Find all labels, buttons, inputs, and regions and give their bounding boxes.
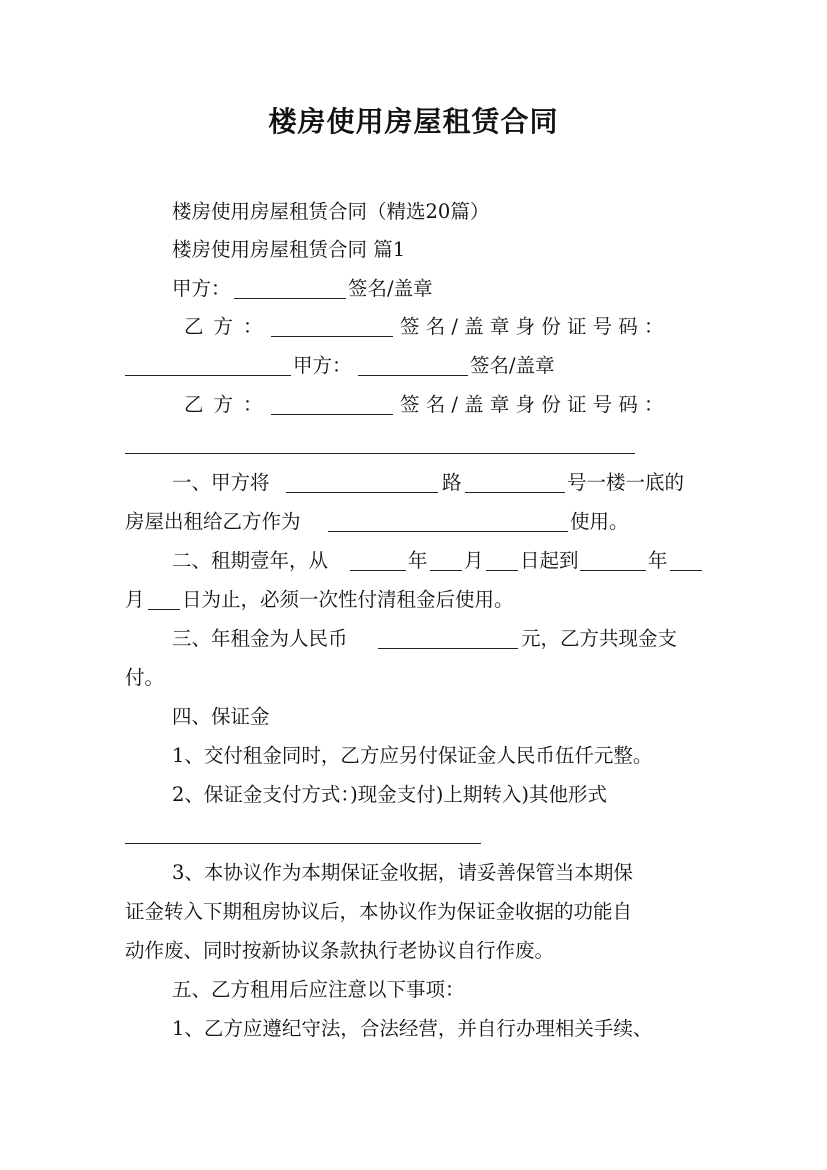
start-day-blank <box>486 570 518 571</box>
clause-4-item-3-b: 证金转入下期租房协议后，本协议作为保证金收据的功能自 <box>125 900 633 923</box>
party-a-blank <box>234 298 346 299</box>
other-form-blank <box>125 843 481 844</box>
party-a-label-repeat: 甲方： <box>293 354 352 377</box>
end-day-blank <box>148 609 180 610</box>
clause-4-heading-line <box>0 697 827 737</box>
clause-4-item-2: 2、保证金支付方式：)现金支付)上期转入)其他形式 <box>172 783 607 806</box>
party-b-blank-repeat <box>271 414 393 415</box>
usage-blank <box>328 531 568 532</box>
sign-seal-label-repeat: 签名/盖章 <box>470 354 555 377</box>
clause-4-item-3-line-1 <box>0 853 827 893</box>
clause-4-heading: 四、保证金 <box>172 705 270 728</box>
subtitle: 楼房使用房屋租赁合同（精选20篇） <box>172 200 490 223</box>
party-b-id-blank <box>125 375 291 376</box>
clause-4-item-3-line-3 <box>0 931 827 971</box>
document-title: 楼房使用房屋租赁合同 <box>268 105 559 138</box>
clause-5-item-1-line <box>0 1009 827 1049</box>
clause-1-line-1 <box>0 463 827 503</box>
party-a-repeat-line <box>0 346 827 386</box>
end-year-label: 年 <box>648 549 668 572</box>
clause-4-item-3-a: 3、本协议作为本期保证金收据，请妥善保管当本期保 <box>172 861 633 884</box>
clause-2-text-a: 二、租期壹年，从 <box>172 549 329 572</box>
party-b-repeat-line <box>0 385 827 425</box>
clause-4-item-2-line <box>0 775 827 815</box>
road-blank <box>286 492 438 493</box>
party-b-label: 乙方： <box>184 315 273 338</box>
clause-1-text-e: 使用。 <box>570 510 629 533</box>
month-label: 月 <box>464 549 484 572</box>
clause-1-text-a: 一、甲方将 <box>172 471 270 494</box>
year-label: 年 <box>408 549 428 572</box>
end-month-label: 月 <box>125 588 145 611</box>
end-month-blank <box>670 570 702 571</box>
sign-seal-label: 签名/盖章 <box>348 277 433 300</box>
party-b-id-blank-repeat <box>125 453 635 454</box>
subtitle-line <box>0 192 827 232</box>
party-b-line <box>0 307 827 347</box>
start-month-blank <box>430 570 462 571</box>
end-year-blank <box>580 570 646 571</box>
clause-5-heading: 五、乙方租用后应注意以下事项： <box>172 978 465 1001</box>
clause-3-line-2 <box>0 658 827 698</box>
clause-4-item-1-line <box>0 736 827 776</box>
rent-amount-blank <box>378 648 518 649</box>
clause-5-heading-line <box>0 970 827 1010</box>
party-a-line <box>0 269 827 309</box>
party-a-label: 甲方： <box>172 277 231 300</box>
clause-1-text-d: 房屋出租给乙方作为 <box>125 510 301 533</box>
number-blank <box>465 492 565 493</box>
clause-3-text-a: 三、年租金为人民币 <box>172 627 348 650</box>
clause-5-item-1: 1、乙方应遵纪守法，合法经营，并自行办理相关手续、 <box>172 1017 653 1040</box>
clause-2-line-2 <box>0 580 827 620</box>
clause-1-line-2 <box>0 502 827 542</box>
clause-2-line-1 <box>0 541 827 581</box>
clause-3-text-b: 元，乙方共现金支 <box>521 627 678 650</box>
clause-4-item-1: 1、交付租金同时，乙方应另付保证金人民币伍仟元整。 <box>172 744 653 767</box>
clause-4-item-3-c: 动作废、同时按新协议条款执行老协议自行作废。 <box>125 939 555 962</box>
clause-2-text-b: 日为止，必须一次性付清租金后使用。 <box>182 588 514 611</box>
clause-1-text-c: 号一楼一底的 <box>567 471 685 494</box>
chapter-heading: 楼房使用房屋租赁合同 篇1 <box>172 238 406 261</box>
start-year-blank <box>350 570 406 571</box>
chapter-line <box>0 230 827 270</box>
day-from-label: 日起到 <box>520 549 579 572</box>
clause-3-line-1 <box>0 619 827 659</box>
party-a-blank-repeat <box>358 375 468 376</box>
party-b-blank <box>271 336 393 337</box>
clause-1-text-b: 路 <box>442 471 462 494</box>
clause-3-text-c: 付。 <box>125 666 165 689</box>
sign-seal-id-label: 签 名 / 盖 章 身 份 证 号 码 ： <box>400 315 664 338</box>
clause-4-item-3-line-2 <box>0 892 827 932</box>
sign-seal-id-label-repeat: 签 名 / 盖 章 身 份 证 号 码 ： <box>400 393 664 416</box>
party-b-label-repeat: 乙方： <box>184 393 273 416</box>
